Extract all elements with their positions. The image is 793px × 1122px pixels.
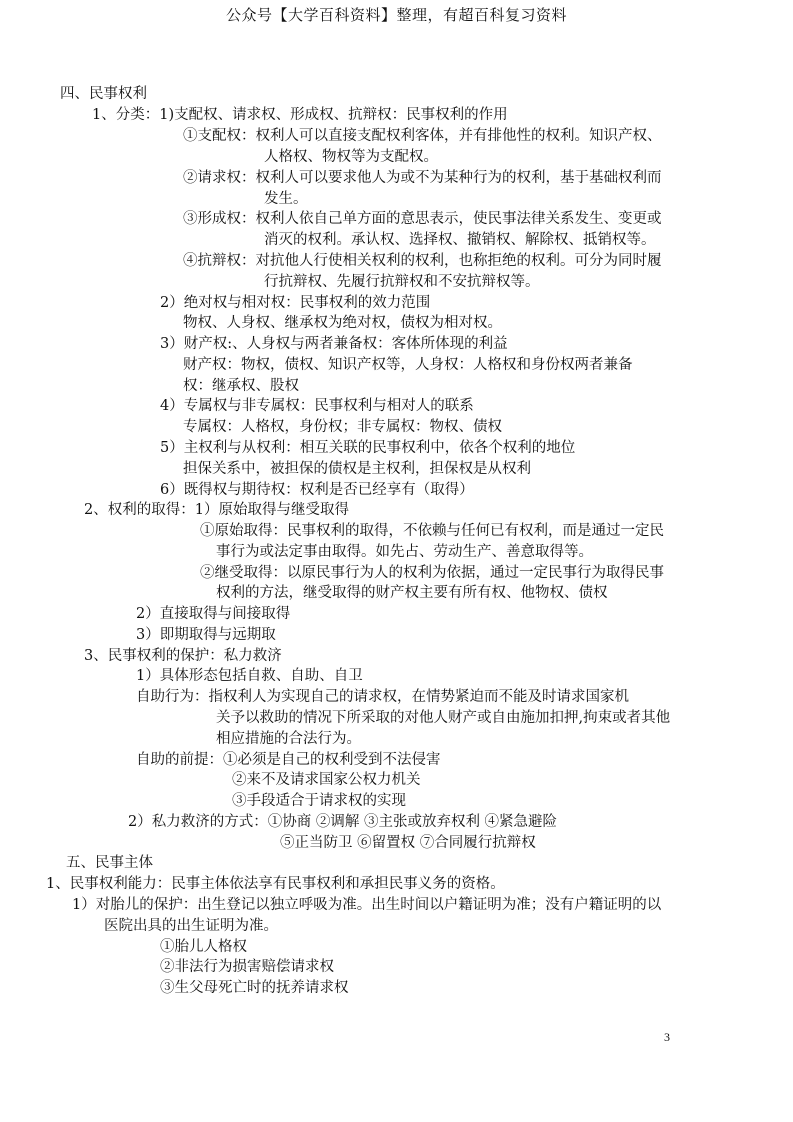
text-line: ③手段适合于请求权的实现 — [232, 793, 406, 809]
text-line: 2、权利的取得：1）原始取得与继受取得 — [84, 502, 349, 518]
text-line: 医院出具的出生证明为准。 — [104, 918, 278, 934]
text-line: ③生父母死亡时的抚养请求权 — [160, 980, 349, 996]
text-line: 专属权：人格权，身份权；非专属权：物权、债权 — [183, 419, 502, 435]
text-line: 2）绝对权与相对权：民事权利的效力范围 — [160, 295, 431, 311]
text-line: 1、分类：1)支配权、请求权、形成权、抗辩权：民事权利的作用 — [92, 107, 508, 123]
text-line: 1）具体形态包括自救、自助、自卫 — [136, 668, 363, 684]
text-line: 自助的前提：①必须是自己的权利受到不法侵害 — [136, 752, 441, 768]
text-line: ⑤正当防卫 ⑥留置权 ⑦合同履行抗辩权 — [280, 835, 536, 851]
text-line: 3）财产权:、人身权与两者兼备权：客体所体现的利益 — [160, 336, 508, 352]
text-line: ①支配权：权利人可以直接支配权利客体，并有排他性的权利。知识产权、 — [183, 128, 662, 144]
text-line: 相应措施的合法行为。 — [216, 731, 361, 747]
text-line: ②来不及请求国家公权力机关 — [232, 772, 421, 788]
text-line: 5）主权利与从权利：相互关联的民事权利中，依各个权利的地位 — [160, 440, 576, 456]
text-line: ④抗辩权：对抗他人行使相关权利的权利，也称拒绝的权利。可分为同时履 — [183, 253, 662, 269]
text-line: 权利的方法，继受取得的财产权主要有所有权、他物权、债权 — [216, 585, 608, 601]
text-line: 3、民事权利的保护：私力救济 — [84, 648, 282, 664]
text-line: 行抗辩权、先履行抗辩权和不安抗辩权等。 — [264, 274, 540, 290]
text-line: 人格权、物权等为支配权。 — [264, 149, 438, 165]
page-header: 公众号【大学百科资料】整理，有超百科复习资料 — [225, 6, 567, 24]
text-line: 担保关系中，被担保的债权是主权利，担保权是从权利 — [183, 461, 531, 477]
section-heading: 五、民事主体 — [66, 855, 153, 871]
text-line: ③形成权：权利人依自己单方面的意思表示，使民事法律关系发生、变更或 — [183, 211, 662, 227]
text-line: 6）既得权与期待权：权利是否已经享有（取得） — [160, 482, 474, 498]
text-line: ②非法行为损害赔偿请求权 — [160, 959, 334, 975]
text-line: 财产权：物权，债权、知识产权等，人身权：人格权和身份权两者兼备 — [183, 357, 633, 373]
text-line: ②继受取得：以原民事行为人的权利为依据，通过一定民事行为取得民事 — [200, 565, 664, 581]
text-line: 1）对胎儿的保护：出生登记以独立呼吸为准。出生时间以户籍证明为准；没有户籍证明的以 — [72, 897, 662, 913]
text-line: 1、民事权利能力：民事主体依法享有民事权利和承担民事义务的资格。 — [46, 876, 505, 892]
text-line: 关予以救助的情况下所采取的对他人财产或自由施加扣押,拘束或者其他 — [216, 710, 671, 726]
section-heading: 四、民事权利 — [60, 86, 147, 102]
text-line: 4）专属权与非专属权：民事权利与相对人的联系 — [160, 398, 474, 414]
text-line: ②请求权：权利人可以要求他人为或不为某种行为的权利，基于基础权利而 — [183, 170, 662, 186]
text-line: 消灭的权利。承认权、选择权、撤销权、解除权、抵销权等。 — [264, 232, 656, 248]
text-line: 事行为或法定事由取得。如先占、劳动生产、善意取得等。 — [216, 544, 593, 560]
text-line: 权：继承权、股权 — [183, 378, 299, 394]
text-line: 物权、人身权、继承权为绝对权，债权为相对权。 — [183, 315, 502, 331]
text-line: ①胎儿人格权 — [160, 939, 247, 955]
text-line: 发生。 — [264, 191, 308, 207]
text-line: ①原始取得：民事权利的取得，不依赖与任何已有权利，而是通过一定民 — [200, 523, 664, 539]
text-line: 3）即期取得与远期取 — [136, 627, 276, 643]
text-line: 2）私力救济的方式：①协商 ②调解 ③主张或放弃权利 ④紧急避险 — [128, 814, 558, 830]
text-line: 2）直接取得与间接取得 — [136, 606, 291, 622]
page-number: 3 — [664, 1030, 670, 1044]
text-line: 自助行为：指权利人为实现自己的请求权，在情势紧迫而不能及时请求国家机 — [136, 689, 629, 705]
